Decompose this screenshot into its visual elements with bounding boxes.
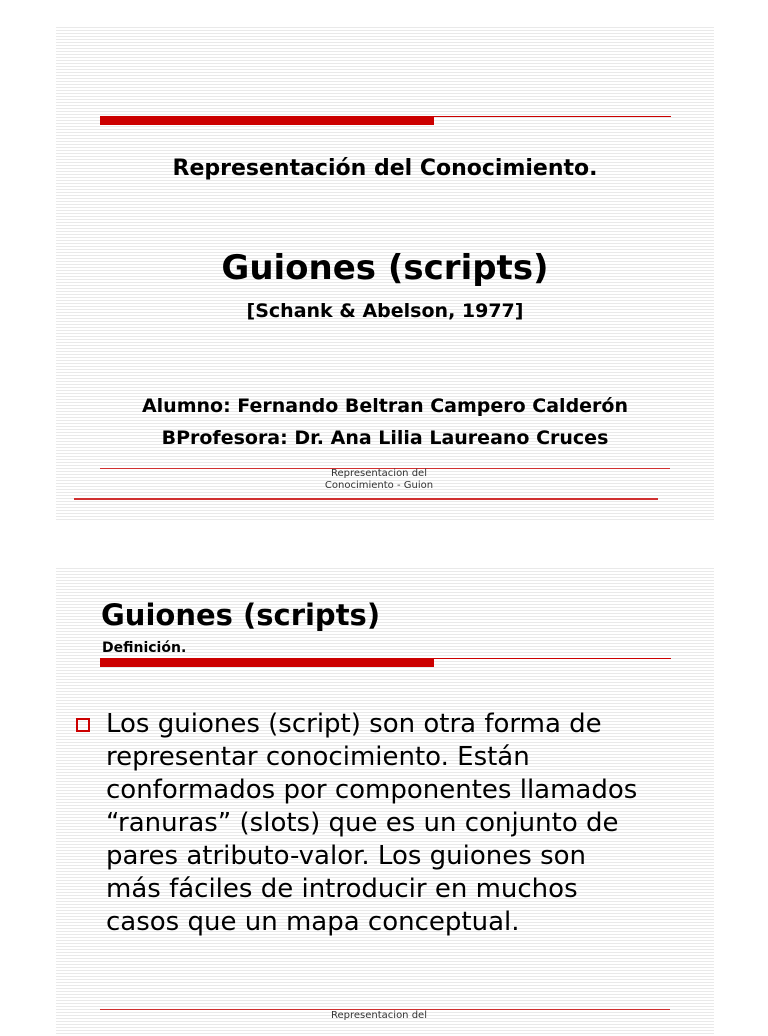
accent-bar-thin [100,116,671,117]
slide-1-footer-line-2: Conocimiento - Guion [324,480,434,491]
footer-rule-bottom [74,498,658,500]
slide-2-footer [56,1010,702,1022]
slide-1-citation: [Schank & Abelson, 1977] [246,300,524,322]
slide-1-student: Alumno: Fernando Beltran Campero Calderón [141,395,629,417]
slide-2 [56,566,714,1036]
slide-1-professor: BProfesora: Dr. Ana Lilia Laureano Cruces [161,427,609,449]
accent-bar-thick [100,117,434,125]
slide-2-subtitle: Definición. [102,640,187,656]
slide-1 [56,25,714,520]
slide-1-footer [56,468,702,492]
slide-2-bullet-text: Los guiones (script) son otra forma de representar conocimiento. Están conformados por componentes llamados “ranuras” (slots) que es un conjunto de pares atributo-valor. Los guiones son más fáciles de introducir en muchos casos que un mapa conceptual. [106,709,638,937]
slide-2-title: Guiones (scripts) [101,598,381,632]
slide-1-footer-line-1: Representacion del [331,468,427,479]
accent-bar-thin [100,658,671,659]
accent-bar-thick [100,659,434,667]
square-bullet-icon [76,718,90,732]
slide-2-footer-line-1: Representacion del [331,1010,427,1021]
slide-1-title: Guiones (scripts) [221,248,549,288]
slide-1-heading: Representación del Conocimiento. [172,156,598,181]
